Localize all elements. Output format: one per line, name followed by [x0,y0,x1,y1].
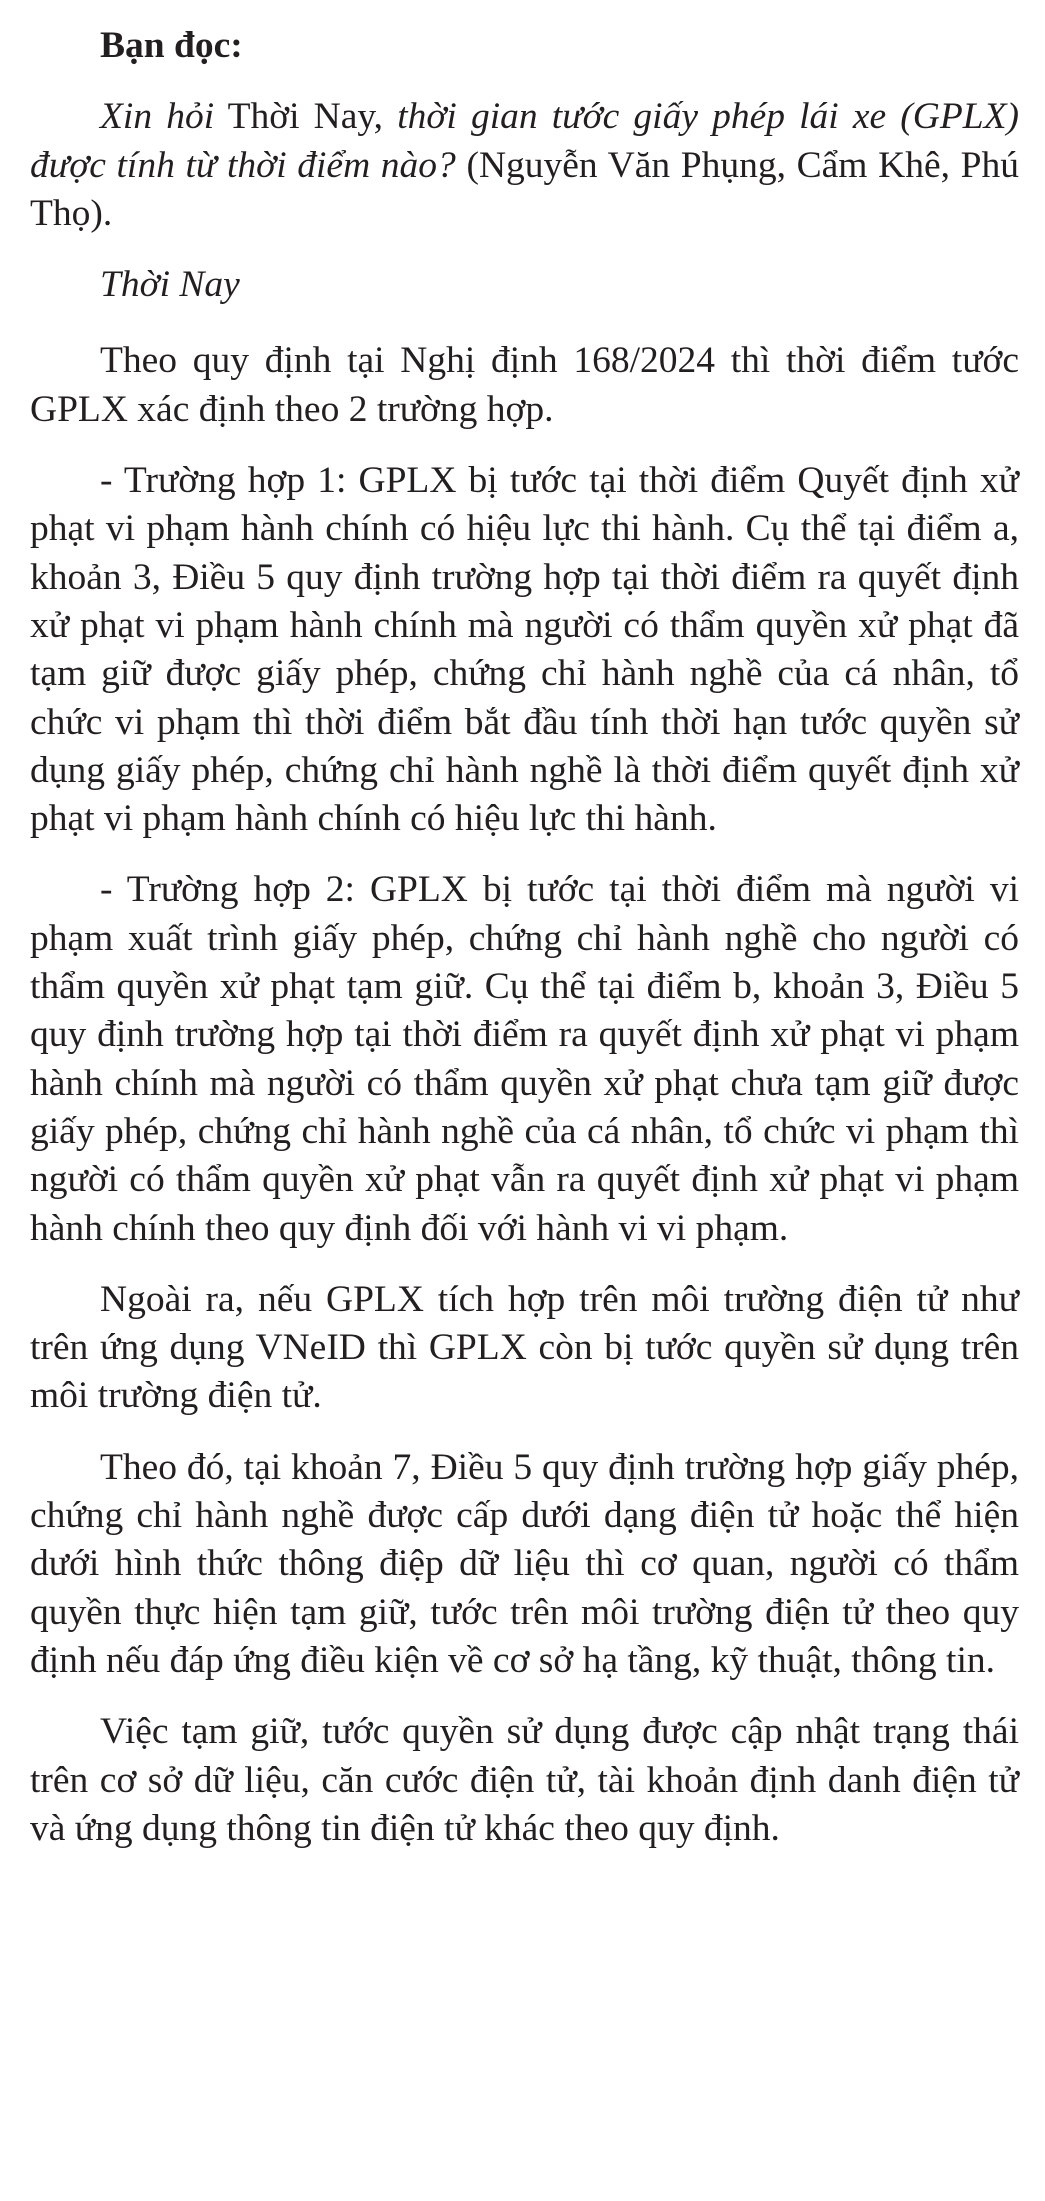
reader-heading: Bạn đọc: [100,25,243,66]
question-part-4: (Nguyễn Văn Phụng, Cẩm Khê, Phú Thọ). [30,144,1019,234]
question-part-3: thời gian tước giấy phép lái xe (GPLX) được tính từ thời điểm nào? [30,96,1020,186]
answer-paragraph-1: Theo quy định tại Nghị định 168/2024 thì thời điểm tước GPLX xác định theo 2 trường hợp. [30,340,1019,430]
answer-paragraph-clause-7: Theo đó, tại khoản 7, Điều 5 quy định trường hợp giấy phép, chứng chỉ hành nghề được cấp dưới dạng điện tử hoặc thể hiện dưới hình thức thông điệp dữ liệu thì cơ quan, người có thẩm quyền thực hiện tạm giữ, tước trên môi trường điện tử theo quy định nếu đáp ứng điều kiện về cơ sở hạ tầng, kỹ thuật, thông tin. [30,1446,1019,1681]
answer-paragraph-status-update: Việc tạm giữ, tước quyền sử dụng được cập nhật trạng thái trên cơ sở dữ liệu, căn cước điện tử, tài khoản định danh điện tử và ứng dụng thông tin điện tử khác theo quy định. [30,1711,1019,1849]
question-part-2: Thời Nay, [214,96,398,138]
answer-paragraph-case-1: - Trường hợp 1: GPLX bị tước tại thời điểm Quyết định xử phạt vi phạm hành chính có hiệu lực thi hành. Cụ thể tại điểm a, khoản 3, Điều 5 quy định trường hợp tại thời điểm ra quyết định xử phạt vi phạm hành chính mà người có thẩm quyền xử phạt đã tạm giữ được giấy phép, chứng chỉ hành nghề của cá nhân, tổ chức vi phạm thì thời điểm bắt đầu tính thời hạn tước quyền sử dụng giấy phép, chứng chỉ hành nghề là thời điểm quyết định xử phạt vi phạm hành chính có hiệu lực thi hành. [30,460,1019,840]
answer-signoff: Thời Nay [100,264,240,306]
answer-paragraph-case-2: - Trường hợp 2: GPLX bị tước tại thời điểm mà người vi phạm xuất trình giấy phép, chứng chỉ hành nghề cho người có thẩm quyền xử phạt tạm giữ. Cụ thể tại điểm b, khoản 3, Điều 5 quy định trường hợp tại thời điểm ra quyết định xử phạt vi phạm hành chính mà người có thẩm quyền xử phạt chưa tạm giữ được giấy phép, chứng chỉ hành nghề của cá nhân, tổ chức vi phạm thì người có thẩm quyền xử phạt vẫn ra quyết định xử phạt vi phạm hành chính theo quy định đối với hành vi vi phạm. [30,869,1019,1249]
answer-paragraph-electronic: Ngoài ra, nếu GPLX tích hợp trên môi trường điện tử như trên ứng dụng VNeID thì GPLX còn bị tước quyền sử dụng trên môi trường điện tử. [30,1278,1019,1417]
reader-question [30,93,1019,238]
question-part-1: Xin hỏi [100,96,215,138]
